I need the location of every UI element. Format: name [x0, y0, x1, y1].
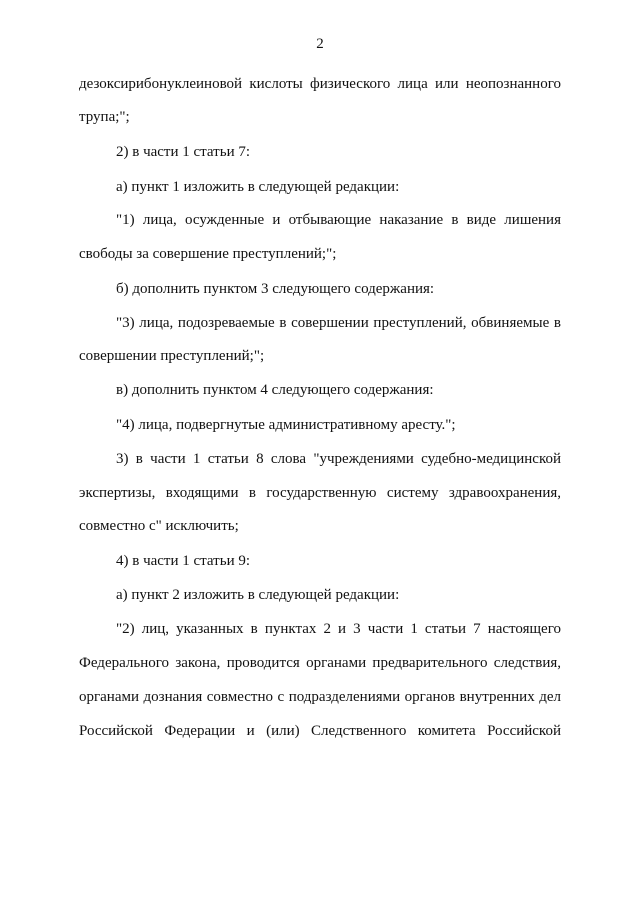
text-line: совершении преступлений;"; [79, 348, 265, 364]
text-line: а) пункт 1 изложить в следующей редакции: [116, 179, 400, 195]
text-line: 4) в части 1 статьи 9: [116, 553, 251, 569]
text-line: экспертизы, входящими в государственную систему здравоохранения, [79, 485, 561, 501]
text-line: в) дополнить пунктом 4 следующего содержания: [116, 382, 434, 398]
text-line: "1) лица, осужденные и отбывающие наказание в виде лишения [116, 212, 561, 228]
text-line: Федерального закона, проводится органами предварительного следствия, [79, 655, 561, 671]
text-line: Российской Федерации и (или) Следственного комитета Российской [79, 723, 561, 739]
text-line: органами дознания совместно с подразделениями органов внутренних дел [79, 689, 561, 705]
text-line: б) дополнить пунктом 3 следующего содержания: [116, 281, 435, 297]
text-line: дезоксирибонуклеиновой кислоты физического лица или неопознанного [79, 76, 561, 92]
text-line: 2) в части 1 статьи 7: [116, 144, 251, 160]
text-line: "2) лиц, указанных в пунктах 2 и 3 части 1 статьи 7 настоящего [116, 621, 561, 637]
text-line: "4) лица, подвергнутые административному аресту."; [116, 417, 456, 433]
text-line: свободы за совершение преступлений;"; [79, 246, 337, 262]
text-line: а) пункт 2 изложить в следующей редакции: [116, 587, 400, 603]
text-line: совместно с" исключить; [79, 518, 239, 534]
text-line: 3) в части 1 статьи 8 слова "учреждениями судебно-медицинской [116, 451, 561, 467]
page-number: 2 [316, 36, 324, 52]
text-line: "3) лица, подозреваемые в совершении преступлений, обвиняемые в [116, 315, 561, 331]
text-line: трупа;"; [79, 109, 130, 125]
